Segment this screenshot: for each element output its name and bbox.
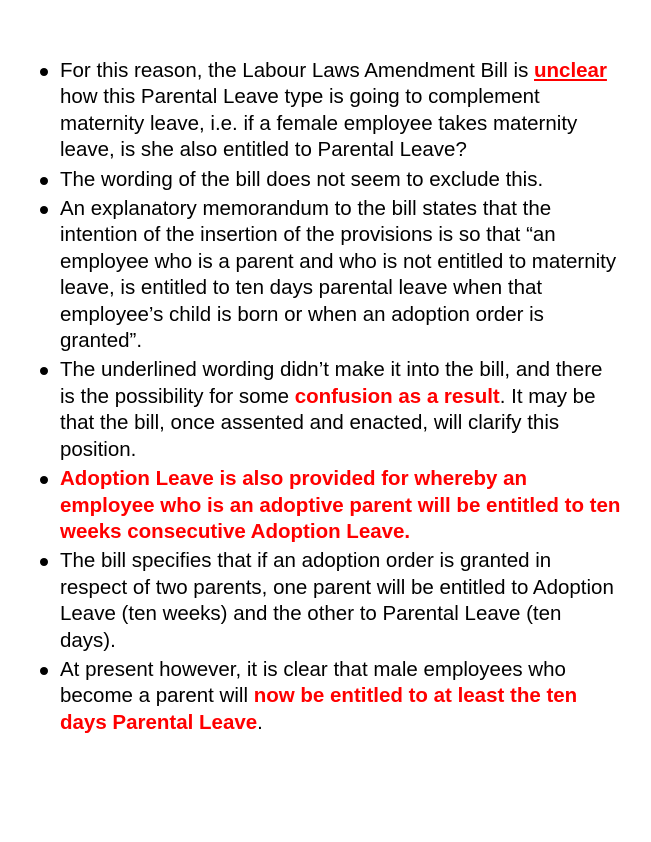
highlight-parental-leave: now be entitled to at least the ten days Parental Leave: [60, 684, 578, 734]
document-page: [0, 58, 651, 739]
bullet-text: The bill specifies that if an adoption order is granted in respect of two parents, one parent will be entitled to Adoption Leave (ten weeks) and the other to Parental Leave (ten days).: [60, 549, 614, 652]
bullet-text: For this reason, the Labour Laws Amendment Bill is: [60, 59, 535, 82]
bullet-item-two-parents: [0, 548, 651, 654]
bullet-text: At present however, it is clear that male employees who become a parent will: [60, 657, 566, 708]
bullet-item-memorandum: [0, 196, 651, 354]
bullet-text: .: [257, 710, 263, 734]
bullet-text: The wording of the bill does not seem to exclude this.: [60, 167, 544, 191]
highlight-adoption-leave: Adoption Leave is also provided for whereby an employee who is an adoptive parent will be entitled to ten weeks consecutive Adoption Leave.: [60, 467, 621, 543]
bullet-item-unclear: [0, 58, 651, 164]
bullet-item-wording: [0, 167, 651, 193]
bullet-item-male-employees: [0, 657, 651, 736]
bullet-text: . It may be that the bill, once assented and enacted, will clarify this position.: [60, 384, 596, 461]
bullet-text: An explanatory memorandum to the bill states that the intention of the insertion of the provisions is so that “an employee who is a parent and who is not entitled to maternity leave, is entitled to ten days parental leave when that employee’s child is born or when an adoption order is granted”.: [60, 197, 617, 353]
bullet-text: how this Parental Leave type is going to complement maternity leave, i.e. if a female employee takes maternity leave, is she also entitled to Parental Leave?: [60, 85, 578, 162]
bullet-item-underlined-wording: [0, 357, 651, 463]
bullet-list: [0, 58, 651, 736]
highlight-unclear: unclear: [534, 59, 607, 82]
highlight-confusion: confusion as a result: [294, 384, 500, 408]
bullet-item-adoption-leave: [0, 466, 651, 545]
bullet-text: The underlined wording didn’t make it into the bill, and there is the possibility for some: [60, 358, 603, 408]
